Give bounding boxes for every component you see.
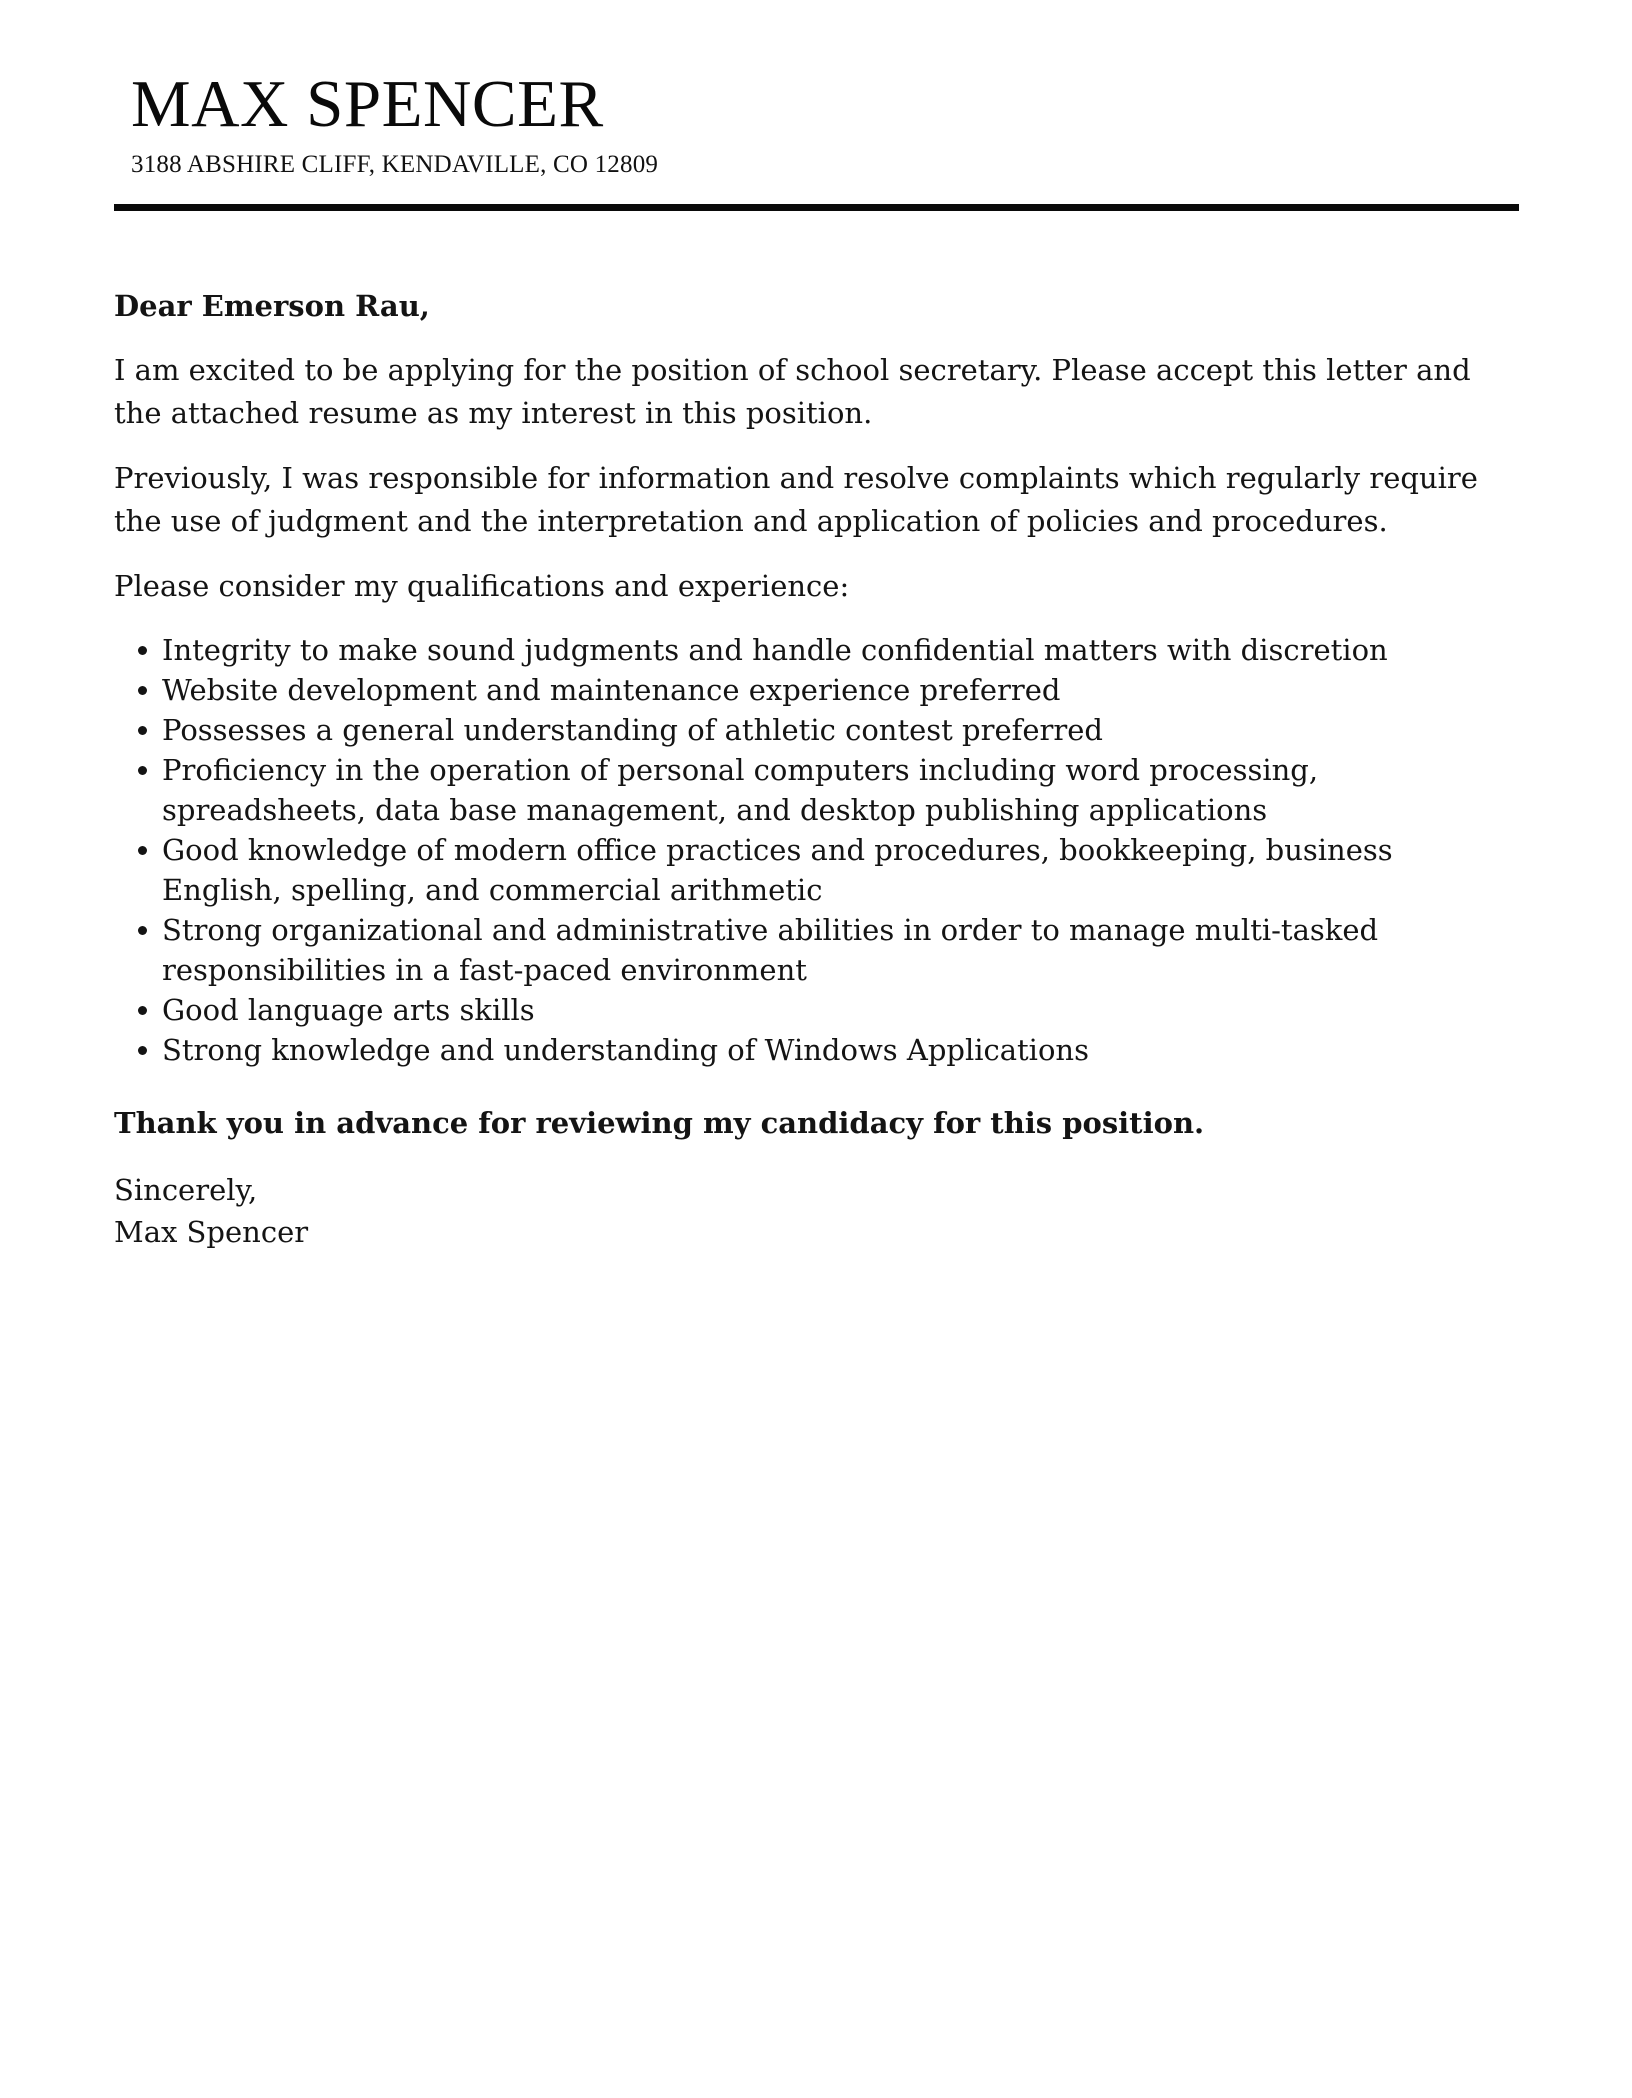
applicant-name: MAX SPENCER xyxy=(131,67,604,141)
list-item xyxy=(114,750,1519,830)
list-item xyxy=(114,630,1519,670)
experience-paragraph: Previously, I was responsible for information and resolve complaints which regularly require the use of judgment and the interpretation and application of policies and procedures. xyxy=(114,461,1478,538)
salutation: Dear Emerson Rau, xyxy=(114,289,430,323)
list-item xyxy=(114,830,1519,910)
bullet-icon xyxy=(138,726,147,735)
bullet-icon xyxy=(138,646,147,655)
list-item-text: Website development and maintenance experience preferred xyxy=(162,673,1061,707)
bullet-icon xyxy=(138,1006,147,1015)
applicant-address: 3188 ABSHIRE CLIFF, KENDAVILLE, CO 12809 xyxy=(131,151,659,178)
list-item xyxy=(114,670,1519,710)
thank-you-line: Thank you in advance for reviewing my candidacy for this position. xyxy=(114,1106,1205,1140)
bullet-icon xyxy=(138,926,147,935)
bullet-icon xyxy=(138,766,147,775)
closing: Sincerely, xyxy=(114,1173,258,1207)
qualifications-list xyxy=(114,630,1519,1070)
intro-paragraph: I am excited to be applying for the position of school secretary. Please accept this letter and the attached resume as my interest in this position. xyxy=(114,353,1471,430)
list-item-text: Good knowledge of modern office practices and procedures, bookkeeping, business English, spelling, and commercial arithmetic xyxy=(162,833,1393,907)
list-item xyxy=(114,990,1519,1030)
letterhead xyxy=(131,64,1511,182)
bullet-icon xyxy=(138,846,147,855)
qualifications-intro: Please consider my qualifications and experience: xyxy=(114,569,850,603)
list-item xyxy=(114,910,1519,990)
list-item-text: Good language arts skills xyxy=(162,993,535,1027)
list-item xyxy=(114,710,1519,750)
list-item-text: Integrity to make sound judgments and handle confidential matters with discretion xyxy=(162,633,1388,667)
list-item-text: Possesses a general understanding of athletic contest preferred xyxy=(162,713,1103,747)
list-item-text: Strong knowledge and understanding of Windows Applications xyxy=(162,1033,1089,1067)
list-item-text: Proficiency in the operation of personal computers including word processing, spreadsheets, data base management, and desktop publishing applications xyxy=(162,753,1319,827)
bullet-icon xyxy=(138,1046,147,1055)
header-divider xyxy=(114,204,1519,211)
list-item-text: Strong organizational and administrative abilities in order to manage multi-tasked responsibilities in a fast-paced environment xyxy=(162,913,1379,987)
bullet-icon xyxy=(138,686,147,695)
signature: Max Spencer xyxy=(114,1215,309,1249)
list-item xyxy=(114,1030,1519,1070)
letter-body xyxy=(114,286,1519,1253)
